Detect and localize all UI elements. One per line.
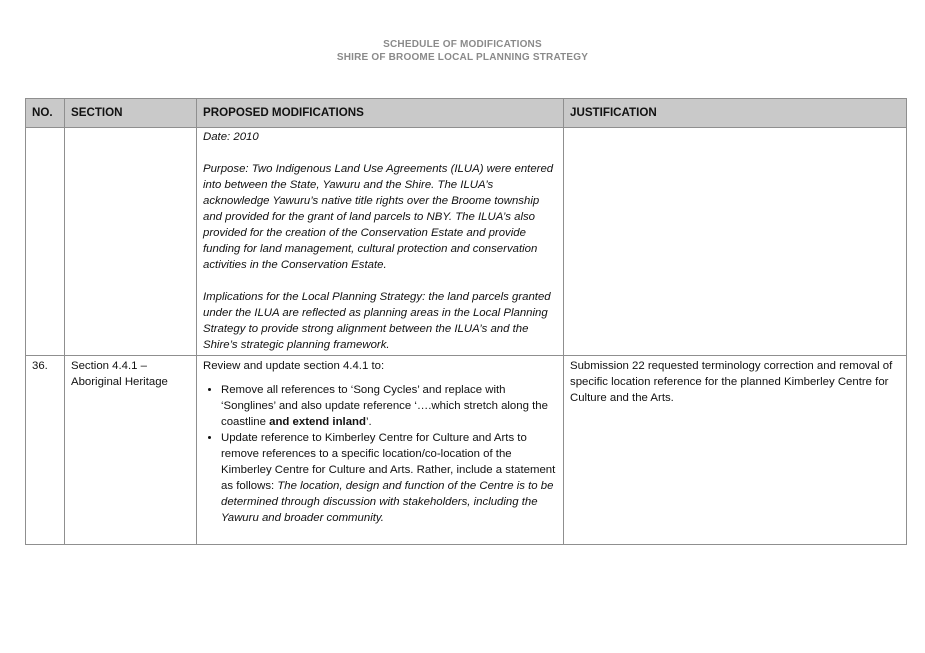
column-header-modifications: PROPOSED MODIFICATIONS: [197, 99, 564, 128]
cell-no: 36.: [26, 356, 65, 545]
table-row-36: [26, 356, 907, 545]
column-header-no: NO.: [26, 99, 65, 128]
cell-justification: [564, 128, 907, 356]
cell-section: [65, 128, 197, 356]
purpose-text: Purpose: Two Indigenous Land Use Agreements (ILUA) were entered into between the State, Yawuru and the Shire. The ILUA’s acknowledge Yawuru’s native title rights over the Broome township and provided for the grant of land parcels to NBY. The ILUA’s also provided for the creation of the Conservation Estate and provide funding for land management, cultural protection and conservation activities in the Conservation Estate.: [203, 163, 554, 271]
modifications-table: [25, 98, 907, 545]
date-text: Date: 2010: [203, 131, 259, 143]
cell-section: Section 4.4.1 – Aboriginal Heritage: [65, 356, 197, 545]
cell-no: [26, 128, 65, 356]
column-header-justification: JUSTIFICATION: [564, 99, 907, 128]
cell-modifications: [197, 128, 564, 356]
column-header-section: SECTION: [65, 99, 197, 128]
table-header-row: [26, 99, 907, 128]
document-header: [0, 38, 925, 64]
list-item: • Update reference to Kimberley Centre for Culture and Arts to remove references to a specific location/co-location of the Kimberley Centre for Culture and Arts. Rather, include a statement as follows: The location, design and function of the Centre is to be determined through discussion with stakeholders, including the Yawuru and broader community.: [221, 430, 557, 526]
implications-text: Implications for the Local Planning Strategy: the land parcels granted under the ILUA are reflected as planning areas in the Local Planning Strategy to provide strong alignment between the ILUA’s and the Shire’s strategic planning framework.: [203, 291, 551, 351]
header-subtitle: SHIRE OF BROOME LOCAL PLANNING STRATEGY: [336, 52, 589, 63]
emphasis-text: and extend inland: [269, 416, 366, 428]
list-item: • Remove all references to ‘Song Cycles’ and replace with ‘Songlines’ and also update reference ‘….which stretch along the coastline and extend inland’.: [221, 382, 557, 430]
modification-list: [203, 382, 557, 526]
cell-justification: Submission 22 requested terminology correction and removal of specific location reference for the planned Kimberley Centre for Culture and the Arts.: [564, 356, 907, 545]
cell-modifications: [197, 356, 564, 545]
header-title: SCHEDULE OF MODIFICATIONS: [383, 39, 542, 50]
table-row-continued: [26, 128, 907, 356]
quoted-statement: The location, design and function of the Centre is to be determined through discussion with stakeholders, including the Yawuru and broader community.: [221, 480, 554, 524]
modification-intro: Review and update section 4.4.1 to:: [203, 360, 385, 372]
